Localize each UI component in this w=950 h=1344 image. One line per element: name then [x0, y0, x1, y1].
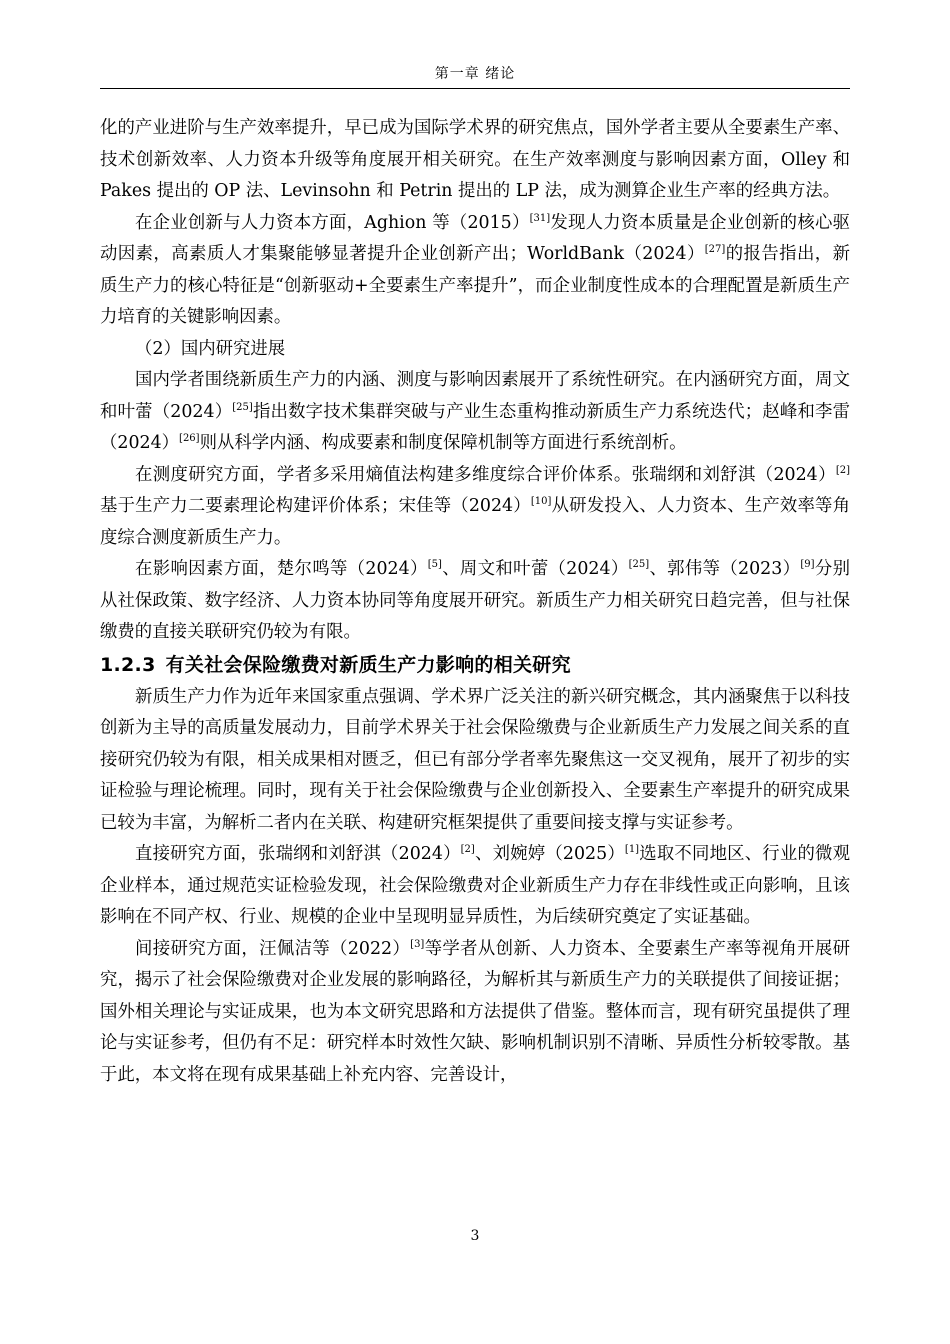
- citation-ref: [26]: [179, 433, 200, 444]
- paragraph-text: 从研发投入、人力资本、生产效率等角度综合测度新质生产力。: [100, 496, 850, 548]
- paragraph-section-intro: 新质生产力作为近年来国家重点强调、学术界广泛关注的新兴研究概念，其内涵聚焦于以科技创新为主导的高质量发展动力，目前学术界关于社会保险缴费与企业新质生产力发展之间关系的直接研究仍较为有限，相关成果相对匮乏，但已有部分学者率先聚焦这一交叉视角，展开了初步的实证检验与理论梳理。同时，现有关于社会保险缴费与企业创新投入、全要素生产率提升的研究成果已较为丰富，为解析二者内在关联、构建研究框架提供了重要间接支撑与实证参考。: [100, 686, 850, 833]
- paragraph-text: 在企业创新与人力资本方面，Aghion 等（2015）: [135, 212, 530, 233]
- paragraph-text: 、刘婉婷（2025）: [474, 844, 625, 864]
- subheading-domestic-research: （2）国内研究进展: [135, 338, 286, 359]
- paragraph-text: 直接研究方面，张瑞纲和刘舒淇（2024）: [135, 844, 461, 864]
- running-header: 第一章 绪论: [434, 66, 516, 82]
- paragraph-direct-research: [100, 839, 850, 934]
- paragraph-text: 则从科学内涵、构成要素和制度保障机制等方面进行系统剖析。: [199, 433, 687, 453]
- citation-ref: [3]: [410, 938, 425, 950]
- paragraph-text: 国内学者围绕新质生产力的内涵、测度与影响因素展开了系统性研究。在内涵研究方面，周文和叶蕾（2024）: [100, 370, 850, 422]
- page-number: 3: [470, 1228, 480, 1244]
- citation-ref: [10]: [530, 496, 552, 507]
- section-heading: [100, 649, 850, 682]
- paragraph-text: 选取不同地区、行业的微观企业样本，通过规范实证检验发现，社会保险缴费对企业新质生产力存在非线性或正向影响，且该影响在不同产权、行业、规模的企业中呈现明显异质性，为后续研究奠定了实证基础。: [100, 844, 850, 927]
- citation-ref: [27]: [704, 244, 726, 255]
- paragraph-text: 的报告指出，新质生产力的核心特征是“创新驱动+全要素生产率提升”，而企业制度性成本的合理配置是新质生产力培育的关键影响因素。: [100, 244, 850, 327]
- citation-ref: [25]: [628, 559, 650, 570]
- paragraph-text: 在测度研究方面，学者多采用熵值法构建多维度综合评价体系。张瑞纲和刘舒淇（2024）: [135, 464, 836, 485]
- header-rule: [100, 88, 850, 89]
- paragraph-text: 指出数字技术集群突破与产业生态重构推动新质生产力系统迭代；赵峰和李雷（2024）: [100, 401, 850, 453]
- section-number: 1.2.3: [100, 653, 156, 676]
- page-body: [100, 113, 850, 1091]
- paragraph-text: 、郭伟等（2023）: [649, 559, 801, 579]
- paragraph-text: 在影响因素方面，楚尔鸣等（2024）: [135, 559, 428, 579]
- paragraph-text: 间接研究方面，汪佩洁等（2022）: [135, 938, 411, 959]
- citation-ref: [31]: [529, 212, 551, 224]
- paragraph-measurement-research: [100, 460, 850, 555]
- paragraph-text: 基于生产力二要素理论构建评价体系；宋佳等（2024）: [100, 496, 531, 516]
- paragraph-continued: 化的产业进阶与生产效率提升，早已成为国际学术界的研究焦点，国外学者主要从全要素生产率、技术创新效率、人力资本升级等角度展开相关研究。在生产效率测度与影响因素方面，Olley 和 Pakes 提出的 OP 法、Levinsohn 和 Petrin 提出的 LP 法，成为测算企业生产率的经典方法。: [100, 118, 850, 201]
- citation-ref: [2]: [835, 464, 850, 476]
- paragraph-text: 、周文和叶蕾（2024）: [441, 559, 629, 579]
- paragraph-connotation-research: [100, 365, 850, 460]
- paragraph-text: 等学者从创新、人力资本、全要素生产率等视角开展研究，揭示了社会保险缴费对企业发展的影响路径，为解析其与新质生产力的关联提供了间接证据；国外相关理论与实证成果，也为本文研究思路和方法提供了借鉴。整体而言，现有研究虽提供了理论与实证参考，但仍有不足：研究样本时效性欠缺、影响机制识别不清晰、异质性分析较零散。基于此，本文将在现有成果基础上补充内容、完善设计，: [100, 938, 850, 1085]
- paragraph-text: 发现人力资本质量是企业创新的核心驱动因素，高素质人才集聚能够显著提升企业创新产出；WorldBank（2024）: [100, 212, 850, 264]
- citation-ref: [1]: [624, 844, 640, 855]
- citation-ref: [25]: [232, 401, 253, 413]
- paragraph-influence-factors: [100, 554, 850, 649]
- section-title-text: 有关社会保险缴费对新质生产力影响的相关研究: [165, 653, 571, 676]
- citation-ref: [2]: [460, 844, 475, 855]
- paragraph-text: 分别从社保政策、数字经济、人力资本协同等角度展开研究。新质生产力相关研究日趋完善，但与社保缴费的直接关联研究仍较为有限。: [100, 559, 850, 642]
- citation-ref: [5]: [427, 559, 442, 570]
- paragraph-innovation-human-capital: [100, 208, 850, 334]
- paragraph-indirect-research: [100, 934, 850, 1092]
- citation-ref: [9]: [800, 559, 815, 570]
